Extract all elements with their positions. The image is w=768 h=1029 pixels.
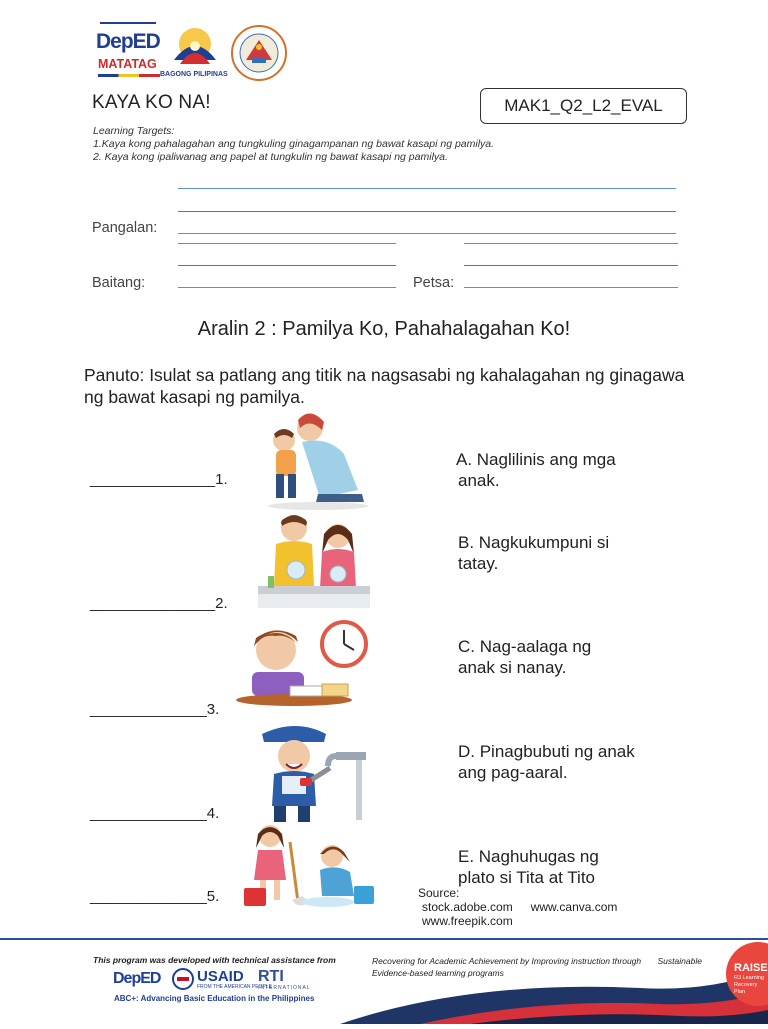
choice-c-line1: C. Nag-aalaga ng — [458, 637, 592, 656]
learning-target-1: 1.Kaya kong pahalagahan ang tungkuling ginagampanan ng bawat kasapi ng pamilya. — [93, 138, 495, 150]
grade-field[interactable] — [178, 287, 396, 288]
kagawaran-seal — [230, 24, 288, 82]
answer-blank-1[interactable]: _______________1. — [90, 471, 228, 488]
raise-description — [372, 955, 712, 979]
grade-label: Baitang: — [92, 275, 146, 291]
usaid-logo — [172, 968, 272, 990]
name-label: Pangalan: — [92, 220, 158, 236]
learning-target-2: 2. Kaya kong ipaliwanag ang papel at tungkulin ng bawat kasapi ng pamilya. — [93, 151, 448, 163]
picture-children-cleaning — [240, 822, 378, 910]
raise-description-line1: Recovering for Academic Achievement by Improving instruction through — [372, 956, 642, 966]
date-label: Petsa: — [413, 275, 455, 291]
abc-tagline: ABC+: Advancing Basic Education in the Philippines — [114, 994, 315, 1003]
learning-targets — [93, 125, 653, 164]
choice-e-line1: E. Naghuhugas ng — [458, 847, 599, 866]
choice-e-line2: plato si Tita at Tito — [458, 868, 596, 887]
answer-blank-4[interactable]: ______________4. — [90, 805, 220, 822]
picture-child-studying — [232, 620, 372, 708]
choice-d — [458, 741, 635, 783]
bagong-pilipinas-emblem-icon — [166, 26, 224, 70]
lesson-title: Aralin 2 : Pamilya Ko, Pahahalagahan Ko! — [197, 318, 571, 340]
deped-logo-top-line — [100, 22, 156, 24]
picture-mother-hugging-child — [258, 410, 372, 510]
choice-d-line2: ang pag-aaral. — [458, 763, 568, 782]
choice-c — [458, 636, 591, 678]
matatag-underline — [98, 74, 160, 77]
raise-sustainable: Sustainable — [657, 956, 702, 966]
picture-father-plumber — [256, 722, 372, 824]
deped-matatag-logo — [96, 22, 162, 82]
raise-description-line2: Evidence-based learning programs — [372, 968, 504, 978]
rti-subtext: INTERNATIONAL — [258, 985, 311, 991]
source-block — [418, 886, 658, 928]
choice-e — [458, 846, 599, 888]
deped-seal-icon — [230, 24, 288, 82]
source-site-adobe: stock.adobe.com — [422, 900, 513, 914]
raise-badge-subtext: R3 Learning Recovery Plan — [734, 975, 764, 995]
children-cleaning-icon — [240, 822, 378, 910]
form-line — [178, 211, 676, 212]
date-field[interactable] — [464, 287, 678, 288]
name-field[interactable] — [178, 233, 676, 234]
worksheet-title: KAYA KO NA! — [92, 92, 211, 113]
child-studying-clock-icon — [232, 620, 372, 708]
matatag-text: MATATAG — [98, 57, 157, 71]
worksheet-code: MAK1_Q2_L2_EVAL — [480, 88, 687, 124]
usaid-seal-icon — [172, 968, 194, 990]
couple-washing-dishes-icon — [252, 510, 374, 612]
form-line — [464, 265, 678, 266]
usaid-subtext: FROM THE AMERICAN PEOPLE — [197, 983, 272, 990]
rti-logo — [258, 969, 311, 991]
bagong-pilipinas-logo — [160, 26, 228, 82]
bagong-pilipinas-text: BAGONG PILIPINAS — [160, 71, 228, 78]
form-line — [178, 243, 396, 244]
raise-badge-text: RAISE — [734, 962, 768, 974]
source-site-freepik: www.freepik.com — [422, 914, 513, 928]
deped-logo-text: DepED — [96, 30, 160, 53]
source-row — [418, 900, 658, 914]
footer-deped-logo: DepED — [113, 970, 161, 987]
usaid-text: USAID — [197, 967, 244, 985]
form-line — [464, 243, 678, 244]
rti-text: RTI — [258, 968, 284, 985]
source-site-canva: www.canva.com — [530, 900, 618, 914]
form-line — [178, 265, 396, 266]
picture-couple-washing-dishes — [252, 510, 374, 612]
answer-blank-2[interactable]: _______________2. — [90, 595, 228, 612]
form-line — [178, 188, 676, 189]
choice-a-line1: A. Naglilinis ang mga — [456, 450, 616, 469]
choice-b-line1: B. Nagkukumpuni si — [458, 533, 610, 552]
answer-blank-3[interactable]: ______________3. — [90, 701, 220, 718]
choice-d-line1: D. Pinagbubuti ng anak — [458, 742, 635, 761]
source-label: Source: — [418, 886, 460, 900]
instructions: Panuto: Isulat sa patlang ang titik na nagsasabi ng kahalagahan ng ginagawa ng bawat kasapi ng pamilya. — [84, 365, 685, 407]
father-plumber-fixing-faucet-icon — [256, 722, 372, 824]
learning-targets-heading: Learning Targets: — [93, 125, 175, 137]
footer-note: This program was developed with technical assistance from — [93, 955, 336, 965]
choice-c-line2: anak si nanay. — [458, 658, 567, 677]
choice-a — [456, 449, 616, 491]
answer-blank-5[interactable]: ______________5. — [90, 888, 220, 905]
choice-b — [458, 532, 609, 574]
mother-hugging-child-icon — [258, 410, 372, 510]
choice-b-line2: tatay. — [458, 554, 499, 573]
choice-a-line2: anak. — [458, 471, 500, 490]
